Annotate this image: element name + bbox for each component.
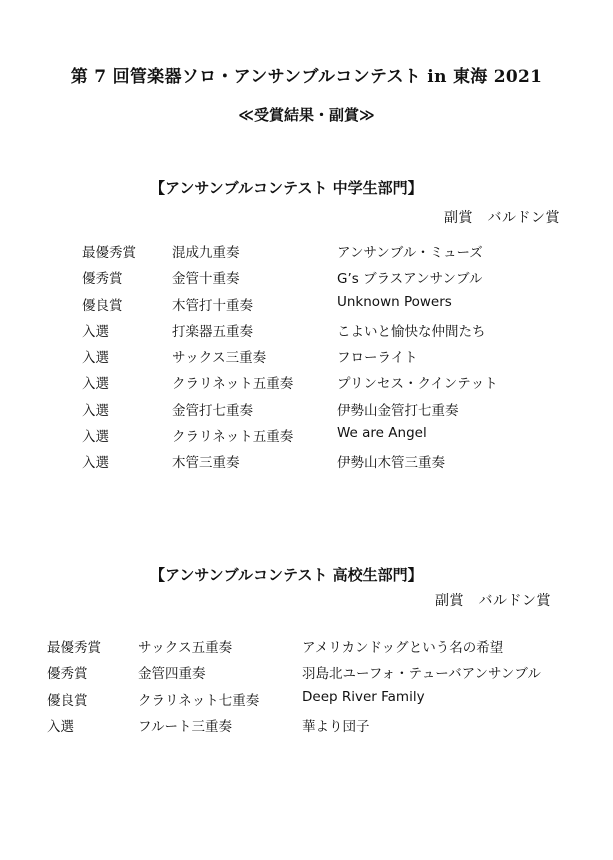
- ensemble-cell: 金管十重奏: [172, 271, 240, 288]
- group-cell: 羽島北ユーフォ・テューバアンサンブル: [302, 666, 541, 683]
- prize-cell: 入選: [82, 350, 109, 367]
- ensemble-cell: サックス五重奏: [138, 640, 233, 656]
- prize-cell: 入選: [47, 718, 74, 735]
- ensemble-cell: クラリネット七重奏: [138, 692, 260, 709]
- table-row: [82, 399, 582, 425]
- prize-cell: 入選: [82, 429, 109, 446]
- group-cell: 華より団子: [302, 718, 370, 735]
- ensemble-cell: 打楽器五重奏: [172, 323, 253, 340]
- table-row: [82, 294, 582, 320]
- ensemble-cell: 金管四重奏: [138, 666, 206, 683]
- section-heading-high-school: 【アンサンブルコンテスト 高校生部門】: [150, 566, 423, 584]
- results-list-high-school: [47, 636, 607, 741]
- prize-cell: 入選: [82, 402, 109, 419]
- table-row: [47, 689, 607, 715]
- table-row: [47, 636, 607, 662]
- ensemble-cell: 金管打七重奏: [172, 402, 253, 419]
- ensemble-cell: フルート三重奏: [138, 718, 232, 735]
- award-label-high-school: 副賞 バルドン賞: [435, 593, 551, 609]
- group-cell: G’s ブラスアンサンブル: [337, 271, 483, 288]
- table-row: [82, 372, 582, 398]
- ensemble-cell: 混成九重奏: [172, 245, 240, 261]
- table-row: [82, 241, 582, 267]
- table-row: [82, 346, 582, 372]
- prize-cell: 優良賞: [47, 692, 88, 709]
- table-row: [82, 425, 582, 451]
- group-cell: アンサンブル・ミューズ: [337, 245, 483, 261]
- prize-cell: 優秀賞: [47, 666, 88, 683]
- table-row: [82, 320, 582, 346]
- table-row: [82, 267, 582, 293]
- ensemble-cell: 木管打十重奏: [172, 297, 253, 314]
- table-row: [82, 451, 582, 477]
- page-title: 第 7 回管楽器ソロ・アンサンブルコンテスト in 東海 2021: [70, 67, 543, 87]
- results-list-junior-high: [82, 241, 582, 478]
- ensemble-cell: クラリネット五重奏: [172, 376, 294, 393]
- group-cell: アメリカンドッグという名の希望: [302, 640, 504, 656]
- prize-cell: 優良賞: [82, 297, 123, 314]
- group-cell: フローライト: [337, 350, 418, 367]
- group-cell: Unknown Powers: [337, 293, 452, 310]
- group-cell: Deep River Family: [302, 688, 425, 705]
- group-cell: 伊勢山金管打七重奏: [337, 402, 459, 419]
- prize-cell: 入選: [82, 376, 109, 393]
- section-heading-junior-high: 【アンサンブルコンテスト 中学生部門】: [150, 179, 423, 197]
- group-cell: 伊勢山木管三重奏: [337, 455, 445, 472]
- table-row: [47, 715, 607, 741]
- group-cell: We are Angel: [337, 425, 427, 442]
- group-cell: プリンセス・クインテット: [337, 376, 498, 393]
- prize-cell: 最優秀賞: [82, 245, 136, 261]
- prize-cell: 入選: [82, 323, 109, 340]
- table-row: [47, 662, 607, 688]
- prize-cell: 入選: [82, 455, 109, 472]
- ensemble-cell: クラリネット五重奏: [172, 429, 294, 446]
- prize-cell: 最優秀賞: [47, 640, 101, 656]
- group-cell: こよいと愉快な仲間たち: [337, 323, 486, 340]
- award-label-junior-high: 副賞 バルドン賞: [444, 210, 560, 226]
- page-subtitle: ≪受賞結果・副賞≫: [238, 106, 375, 124]
- ensemble-cell: サックス三重奏: [172, 350, 267, 367]
- ensemble-cell: 木管三重奏: [172, 455, 240, 472]
- prize-cell: 優秀賞: [82, 271, 123, 288]
